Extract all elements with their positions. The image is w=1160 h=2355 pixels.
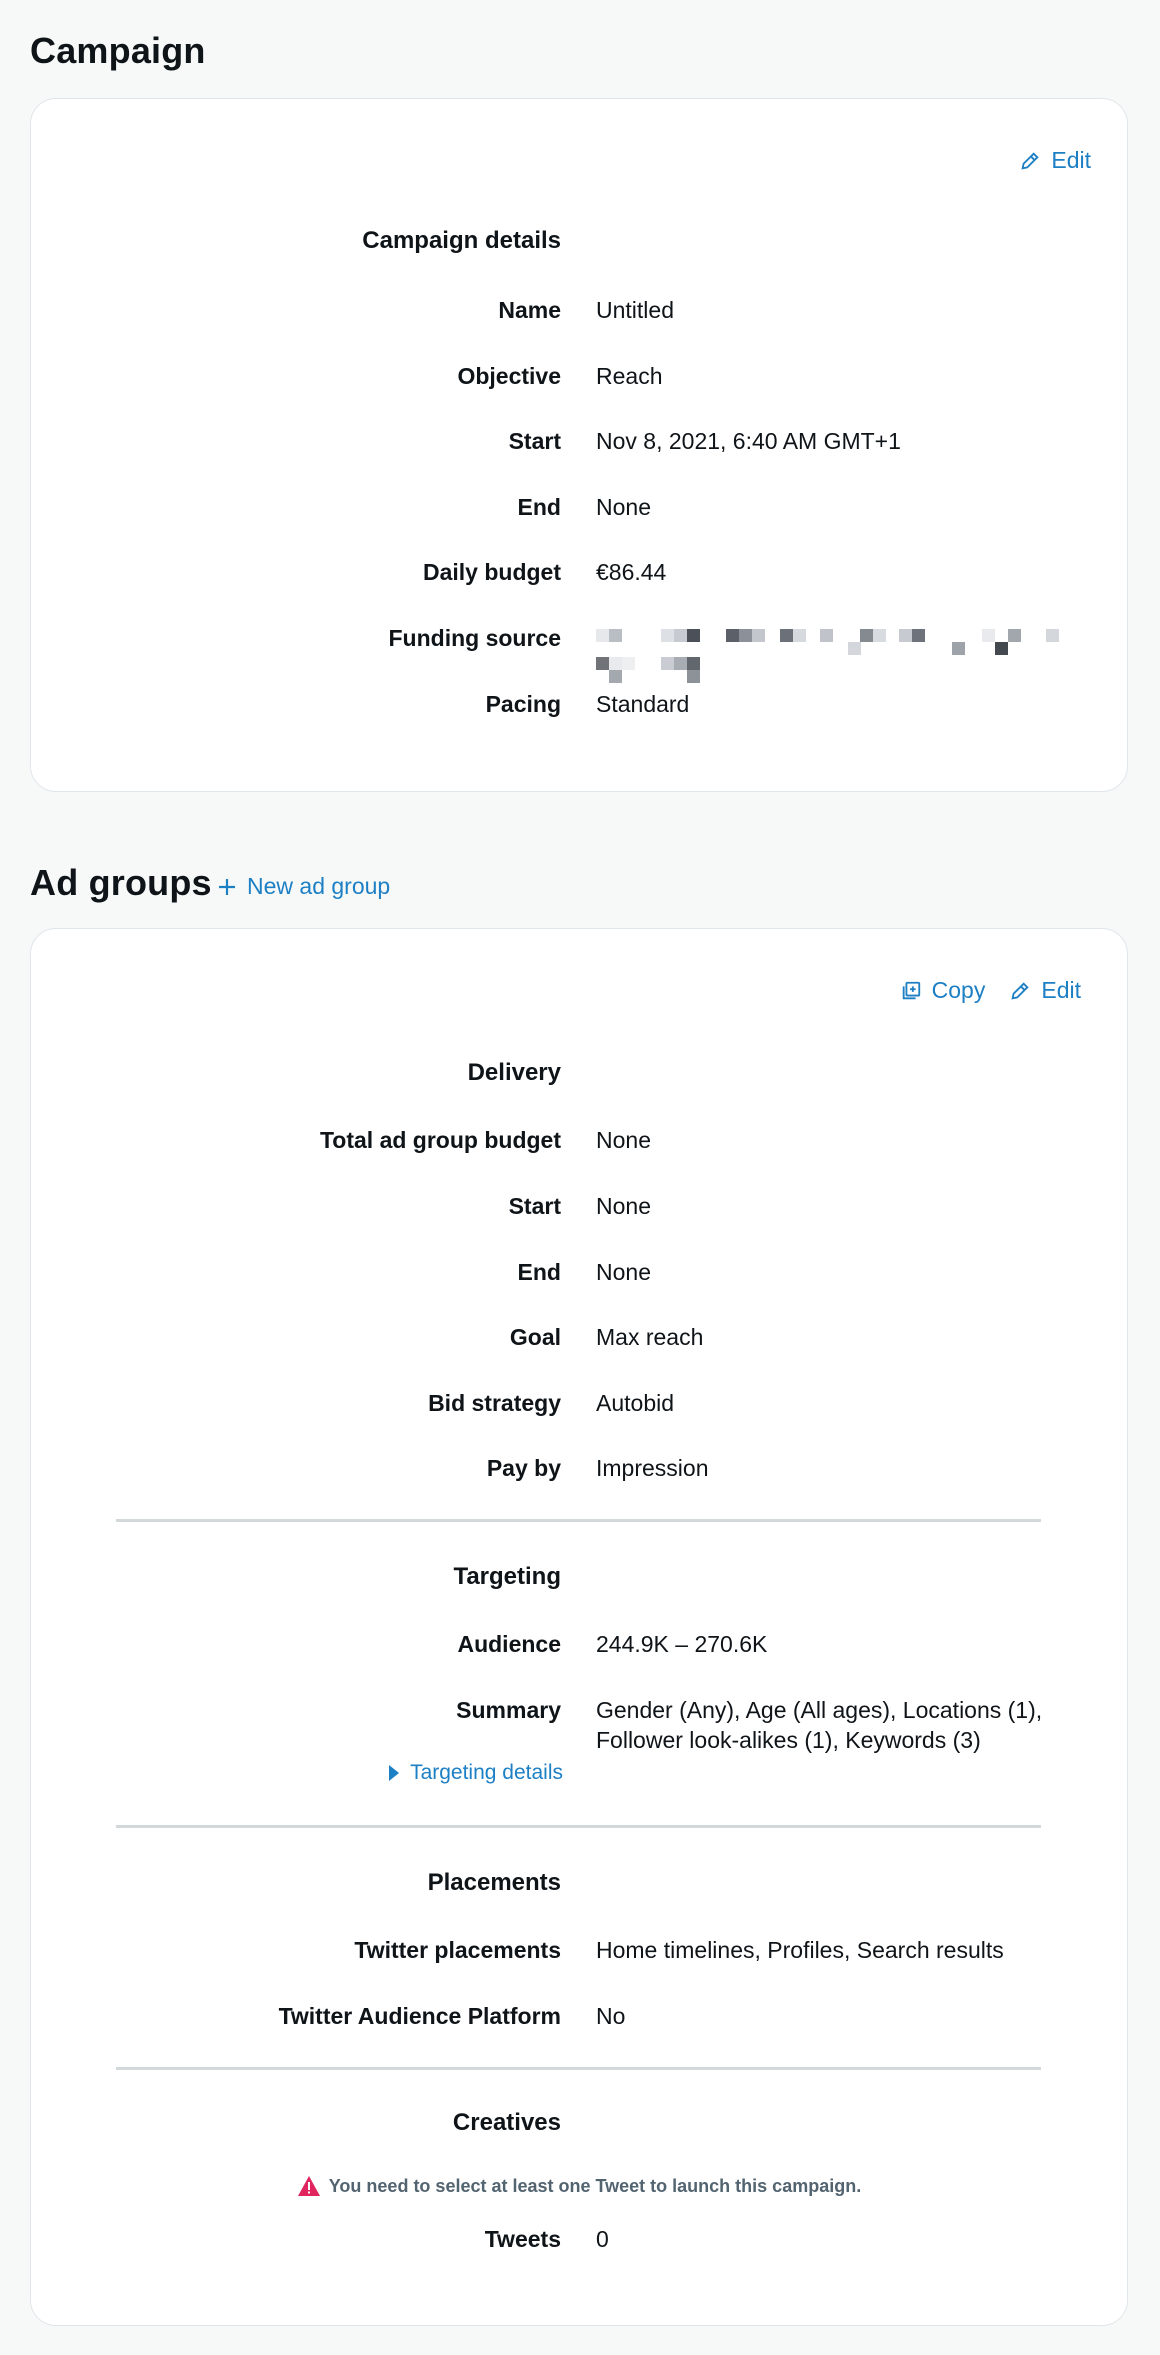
field-label: Start	[508, 428, 561, 454]
pencil-icon	[1019, 150, 1041, 172]
targeting-details-toggle[interactable]	[388, 1761, 563, 1785]
copy-ad-group-button[interactable]	[900, 977, 986, 1004]
copy-label: Copy	[931, 977, 986, 1003]
field-label: Summary	[456, 1697, 561, 1723]
pencil-icon	[1009, 980, 1031, 1002]
field-label: Pacing	[485, 691, 561, 717]
field-label: Name	[498, 297, 561, 323]
copy-icon	[900, 980, 922, 1002]
warning-text: You need to select at least one Tweet to launch this campaign.	[328, 2175, 862, 2196]
field-label: Pay by	[486, 1455, 561, 1481]
targeting-heading: Targeting	[453, 1563, 561, 1590]
field-value: Max reach	[596, 1324, 704, 1350]
field-label: Funding source	[388, 625, 561, 651]
campaign-card	[30, 98, 1128, 792]
campaign-details-heading: Campaign details	[362, 227, 561, 254]
field-value: Home timelines, Profiles, Search results	[596, 1937, 1004, 1963]
plus-icon	[217, 877, 237, 897]
caret-right-icon	[388, 1765, 400, 1781]
edit-label: Edit	[1041, 977, 1081, 1003]
field-label: Start	[508, 1193, 561, 1219]
field-label: End	[517, 494, 561, 520]
field-value: None	[596, 1127, 651, 1153]
creatives-warning	[31, 2175, 1127, 2197]
summary-value: Gender (Any), Age (All ages), Locations (1), Follower look-alikes (1), Keywords (3)	[596, 1697, 1043, 1753]
field-label: Tweets	[484, 2226, 561, 2252]
field-value: Reach	[596, 363, 663, 389]
section-divider	[116, 1825, 1041, 1828]
field-label: Audience	[457, 1631, 561, 1657]
warning-icon	[297, 2175, 321, 2197]
field-label: Twitter placements	[354, 1937, 561, 1963]
field-value: Impression	[596, 1455, 709, 1481]
field-value: Nov 8, 2021, 6:40 AM GMT+1	[596, 428, 901, 454]
new-ad-group-label: New ad group	[247, 873, 391, 899]
section-divider	[116, 2067, 1041, 2070]
field-value: None	[596, 1193, 651, 1219]
placements-heading: Placements	[427, 1869, 561, 1896]
ad-groups-section-title: Ad groups	[30, 862, 212, 903]
field-value: No	[596, 2003, 626, 2029]
targeting-details-label: Targeting details	[410, 1761, 563, 1784]
section-divider	[116, 1519, 1041, 1522]
campaign-edit-button[interactable]	[1019, 147, 1091, 174]
field-label: Daily budget	[422, 559, 561, 585]
field-value: Untitled	[596, 297, 674, 323]
field-value: €86.44	[596, 559, 667, 585]
field-value: Standard	[596, 691, 690, 717]
new-ad-group-button[interactable]	[217, 873, 390, 900]
delivery-heading: Delivery	[467, 1059, 561, 1086]
audience-value: 244.9K – 270.6K	[596, 1631, 768, 1657]
edit-ad-group-button[interactable]	[1009, 977, 1081, 1004]
field-value: None	[596, 1259, 651, 1285]
field-label: Goal	[509, 1324, 561, 1350]
field-label: Objective	[457, 363, 561, 389]
field-label: Bid strategy	[428, 1390, 561, 1416]
ad-group-actions	[900, 977, 1081, 1004]
field-value: Autobid	[596, 1390, 675, 1416]
funding-source-redacted	[596, 629, 1076, 685]
creatives-heading: Creatives	[452, 2109, 561, 2136]
field-label: Total ad group budget	[319, 1127, 561, 1153]
field-value: None	[596, 494, 651, 520]
ad-group-card	[30, 928, 1128, 2326]
campaign-edit-label: Edit	[1051, 147, 1091, 173]
field-label: Twitter Audience Platform	[278, 2003, 561, 2029]
tweets-count: 0	[596, 2226, 609, 2252]
field-label: End	[517, 1259, 561, 1285]
campaign-section-title: Campaign	[30, 30, 206, 71]
